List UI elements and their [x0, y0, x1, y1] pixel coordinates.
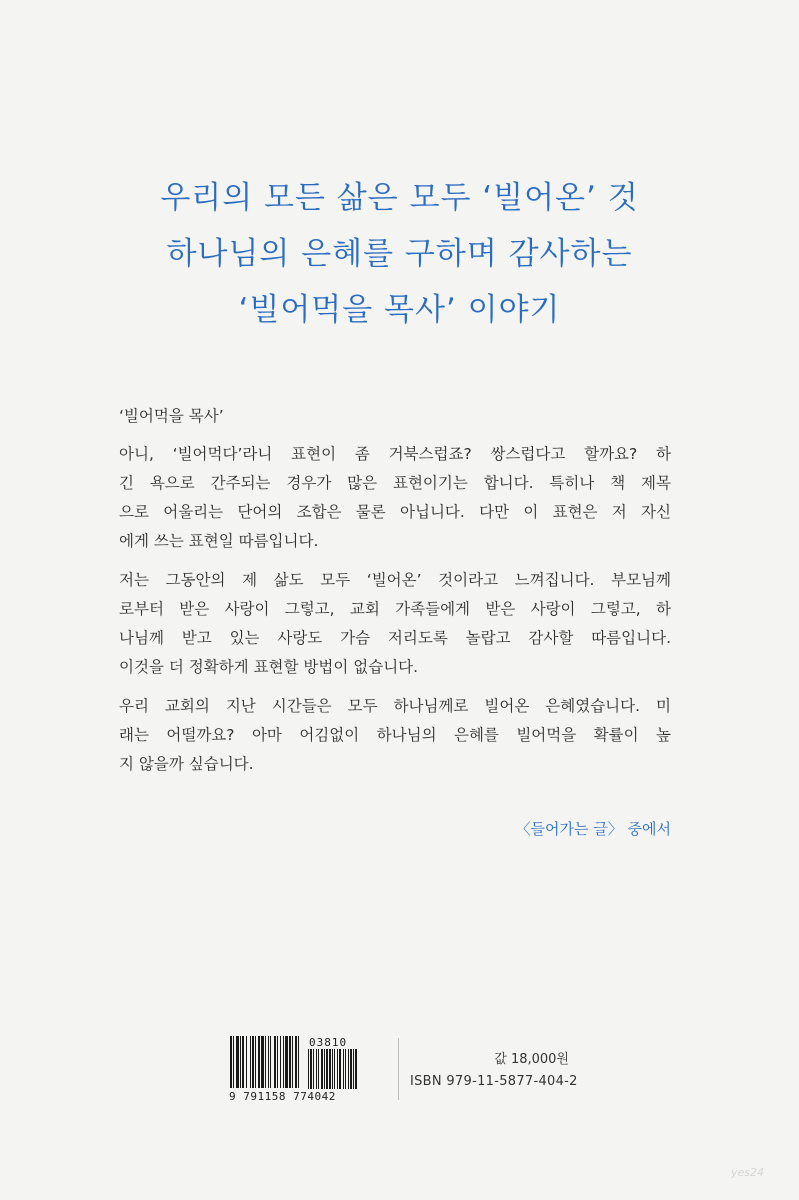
headline-line-2: 하나님의 은혜를 구하며 감사하는 [166, 236, 633, 272]
isbn-label: ISBN 979-11-5877-404-2 [410, 1074, 578, 1089]
excerpt-line: 긴 욕으로 간주되는 경우가 많은 표현이기는 합니다. 특히나 책 제목 [119, 474, 671, 492]
headline [0, 170, 799, 338]
barcode-bar [242, 1036, 244, 1088]
barcode-addon-number: 03810 [309, 1036, 348, 1049]
excerpt-line: 우리 교회의 지난 시간들은 모두 하나님께로 빌어온 은혜였습니다. 미 [119, 697, 671, 715]
barcode-bar [268, 1036, 269, 1088]
barcode-bar [285, 1036, 288, 1088]
excerpt-line: 래는 어떨까요? 아마 어김없이 하나님의 은혜를 빌어먹을 확률이 높 [119, 726, 671, 744]
excerpt-title: ‘빌어먹을 목사’ [119, 407, 224, 425]
barcode-addon-bar [316, 1049, 317, 1089]
excerpt-line: 아니, ‘빌어먹다’라니 표현이 좀 거북스럽죠? 쌍스럽다고 할까요? 하 [119, 445, 671, 463]
excerpt-line: 으로 어울리는 단어의 조합은 물론 아닙니다. 다만 이 표현은 저 자신 [119, 503, 671, 521]
barcode-bar [292, 1036, 293, 1088]
barcode-bar [240, 1036, 241, 1088]
barcode-addon-bar [324, 1049, 325, 1089]
price-label: 값 18,000원 [494, 1052, 569, 1067]
excerpt-line: 이것을 더 정확하게 표현할 방법이 없습니다. [119, 658, 419, 676]
barcode-addon-bar [329, 1049, 331, 1089]
barcode-bar [265, 1036, 266, 1088]
barcode-addon-bar [343, 1049, 344, 1089]
excerpt-paragraph-1 [119, 440, 671, 556]
barcode-bar [280, 1036, 281, 1088]
headline-line-1: 우리의 모든 삶은 모두 ‘빌어온’ 것 [160, 180, 639, 216]
barcode-addon-bar [334, 1049, 335, 1089]
barcode-ean-number: 9 791158 774042 [229, 1090, 336, 1103]
barcode-bar [258, 1036, 260, 1088]
barcode-bar [233, 1036, 234, 1088]
barcode-addon-bar [339, 1049, 341, 1089]
barcode-bar [250, 1036, 251, 1088]
barcode-bar [289, 1036, 291, 1088]
barcode-bar [295, 1036, 297, 1088]
barcode-bar [277, 1036, 278, 1088]
barcode-bar [261, 1036, 264, 1088]
watermark-logo: yes24 [731, 1166, 765, 1179]
barcode-bar [255, 1036, 256, 1088]
excerpt [119, 402, 671, 789]
barcode-addon-bar [318, 1049, 319, 1089]
barcode-bar [252, 1036, 254, 1088]
barcode-addon-bar [321, 1049, 323, 1089]
barcode-bar [236, 1036, 239, 1088]
barcode-addon-bar [326, 1049, 328, 1089]
barcode-addon-bar [353, 1049, 354, 1089]
excerpt-line: 나님께 받고 있는 사랑도 가슴 저리도록 놀랍고 감사할 따름입니다. [119, 629, 671, 647]
barcode-addon-bar [345, 1049, 346, 1089]
excerpt-line: 지 않을까 싶습니다. [119, 755, 254, 773]
barcode-addon-bar [348, 1049, 349, 1089]
excerpt-line: 로부터 받은 사랑이 그렇고, 교회 가족들에게 받은 사랑이 그렇고, 하 [119, 600, 671, 618]
barcode-addon-bar [337, 1049, 338, 1089]
barcode-addon-bar [308, 1049, 309, 1089]
barcode-bar [298, 1036, 299, 1088]
barcode-addon-bar [350, 1049, 352, 1089]
excerpt-line: 에게 쓰는 표현일 따름입니다. [119, 532, 319, 550]
barcode-addon-bar [332, 1049, 333, 1089]
barcode-addon-bar [310, 1049, 312, 1089]
barcode-bar [270, 1036, 271, 1088]
excerpt-source: 〈들어가는 글〉 중에서 [515, 820, 671, 838]
barcode-bar [283, 1036, 284, 1088]
barcode-divider [398, 1038, 399, 1100]
barcode-bar [230, 1036, 232, 1088]
barcode-bar [274, 1036, 276, 1088]
excerpt-paragraph-2 [119, 566, 671, 682]
excerpt-line: 저는 그동안의 제 삶도 모두 ‘빌어온’ 것이라고 느껴집니다. 부모님께 [119, 571, 671, 589]
excerpt-paragraph-3 [119, 692, 671, 779]
barcode-addon-bar [355, 1049, 357, 1089]
barcode-addon-bar [313, 1049, 314, 1089]
headline-line-3: ‘빌어먹을 목사’ 이야기 [238, 292, 561, 328]
barcode-bar [246, 1036, 247, 1088]
